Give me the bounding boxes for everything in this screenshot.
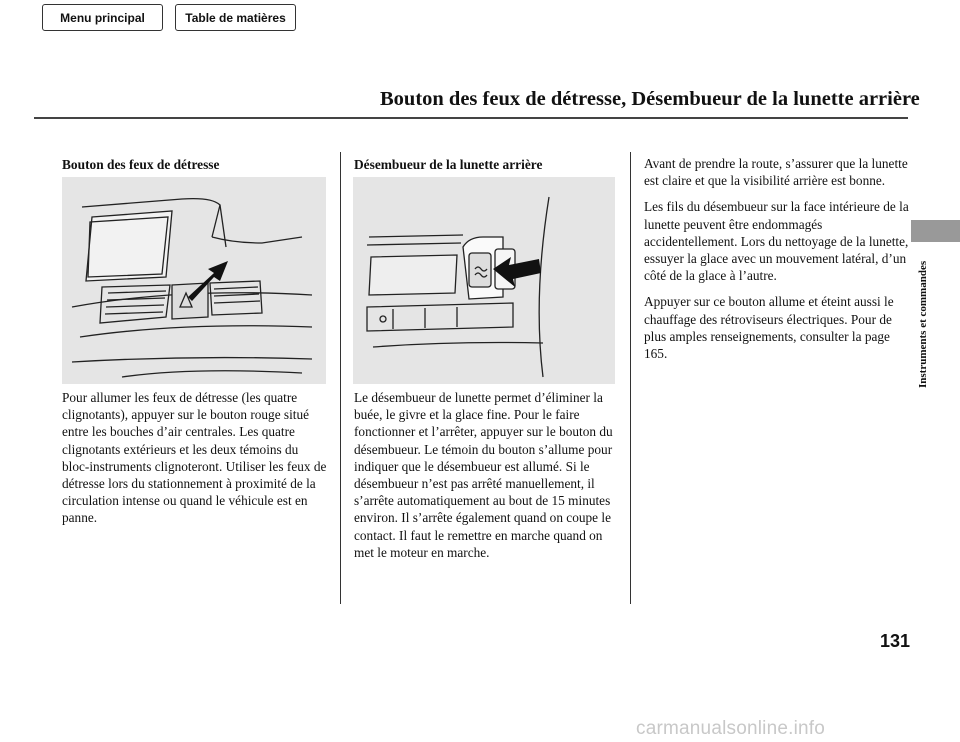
notes-paragraph-2: Les fils du désembueur sur la face intérieure de la lunette peuvent être endommagés accidentellement. Lors du nettoyage de la lunette, essuyer la glace avec un mouvement latéral, d’un côté de la glace à l’autre. bbox=[644, 199, 909, 284]
defroster-heading: Désembueur de la lunette arrière bbox=[354, 157, 543, 172]
column-divider-2 bbox=[630, 152, 631, 604]
page-title: Bouton des feux de détresse, Désembueur de la lunette arrière bbox=[380, 88, 920, 110]
page-number: 131 bbox=[880, 631, 911, 651]
column-divider-1 bbox=[340, 152, 341, 604]
defroster-text bbox=[354, 389, 620, 570]
hazard-heading: Bouton des feux de détresse bbox=[62, 157, 220, 172]
hazard-illustration bbox=[62, 177, 326, 384]
notes-paragraph-1: Avant de prendre la route, s’assurer que la lunette est claire et que la visibilité arrière est bonne. bbox=[644, 156, 908, 189]
section-label: Instruments et commandes bbox=[917, 260, 929, 388]
defroster-illustration bbox=[353, 177, 615, 384]
hazard-paragraph: Pour allumer les feux de détresse (les quatre clignotants), appuyer sur le bouton rouge situé entre les bouches d’air centrales. Les quatre clignotants extérieurs et les deux témoins du bloc-instruments clignoteront. Utiliser les feux de détresse lors du stationnement à proximité de la circulation intense ou quand le véhicule est en panne. bbox=[62, 390, 327, 526]
menu-principal-button[interactable]: Menu principal bbox=[42, 4, 163, 31]
title-divider bbox=[34, 117, 908, 119]
notes-paragraph-3: Appuyer sur ce bouton allume et éteint aussi le chauffage des rétroviseurs électriques. Pour de plus amples renseignements, consulter la page 165. bbox=[644, 294, 894, 362]
table-of-contents-button[interactable]: Table de matières bbox=[175, 4, 296, 31]
section-tab bbox=[911, 220, 960, 242]
hazard-text bbox=[62, 389, 328, 536]
defroster-paragraph: Le désembueur de lunette permet d’éliminer la buée, le givre et la glace fine. Pour le faire fonctionner et l’arrêter, appuyer sur le bouton du désembueur. Le témoin du bouton s’allume pour indiquer que le désembueur est allumé. Si le désembueur n’est pas arrêté manuellement, il s’arrête automatiquement au bout de 15 minutes environ. Il s’arrête également quand on coupe le contact. Il faut le remettre en marche quand on met le moteur en marche. bbox=[354, 390, 613, 560]
watermark: carmanualsonline.info bbox=[636, 718, 826, 739]
notes-column bbox=[644, 155, 910, 371]
